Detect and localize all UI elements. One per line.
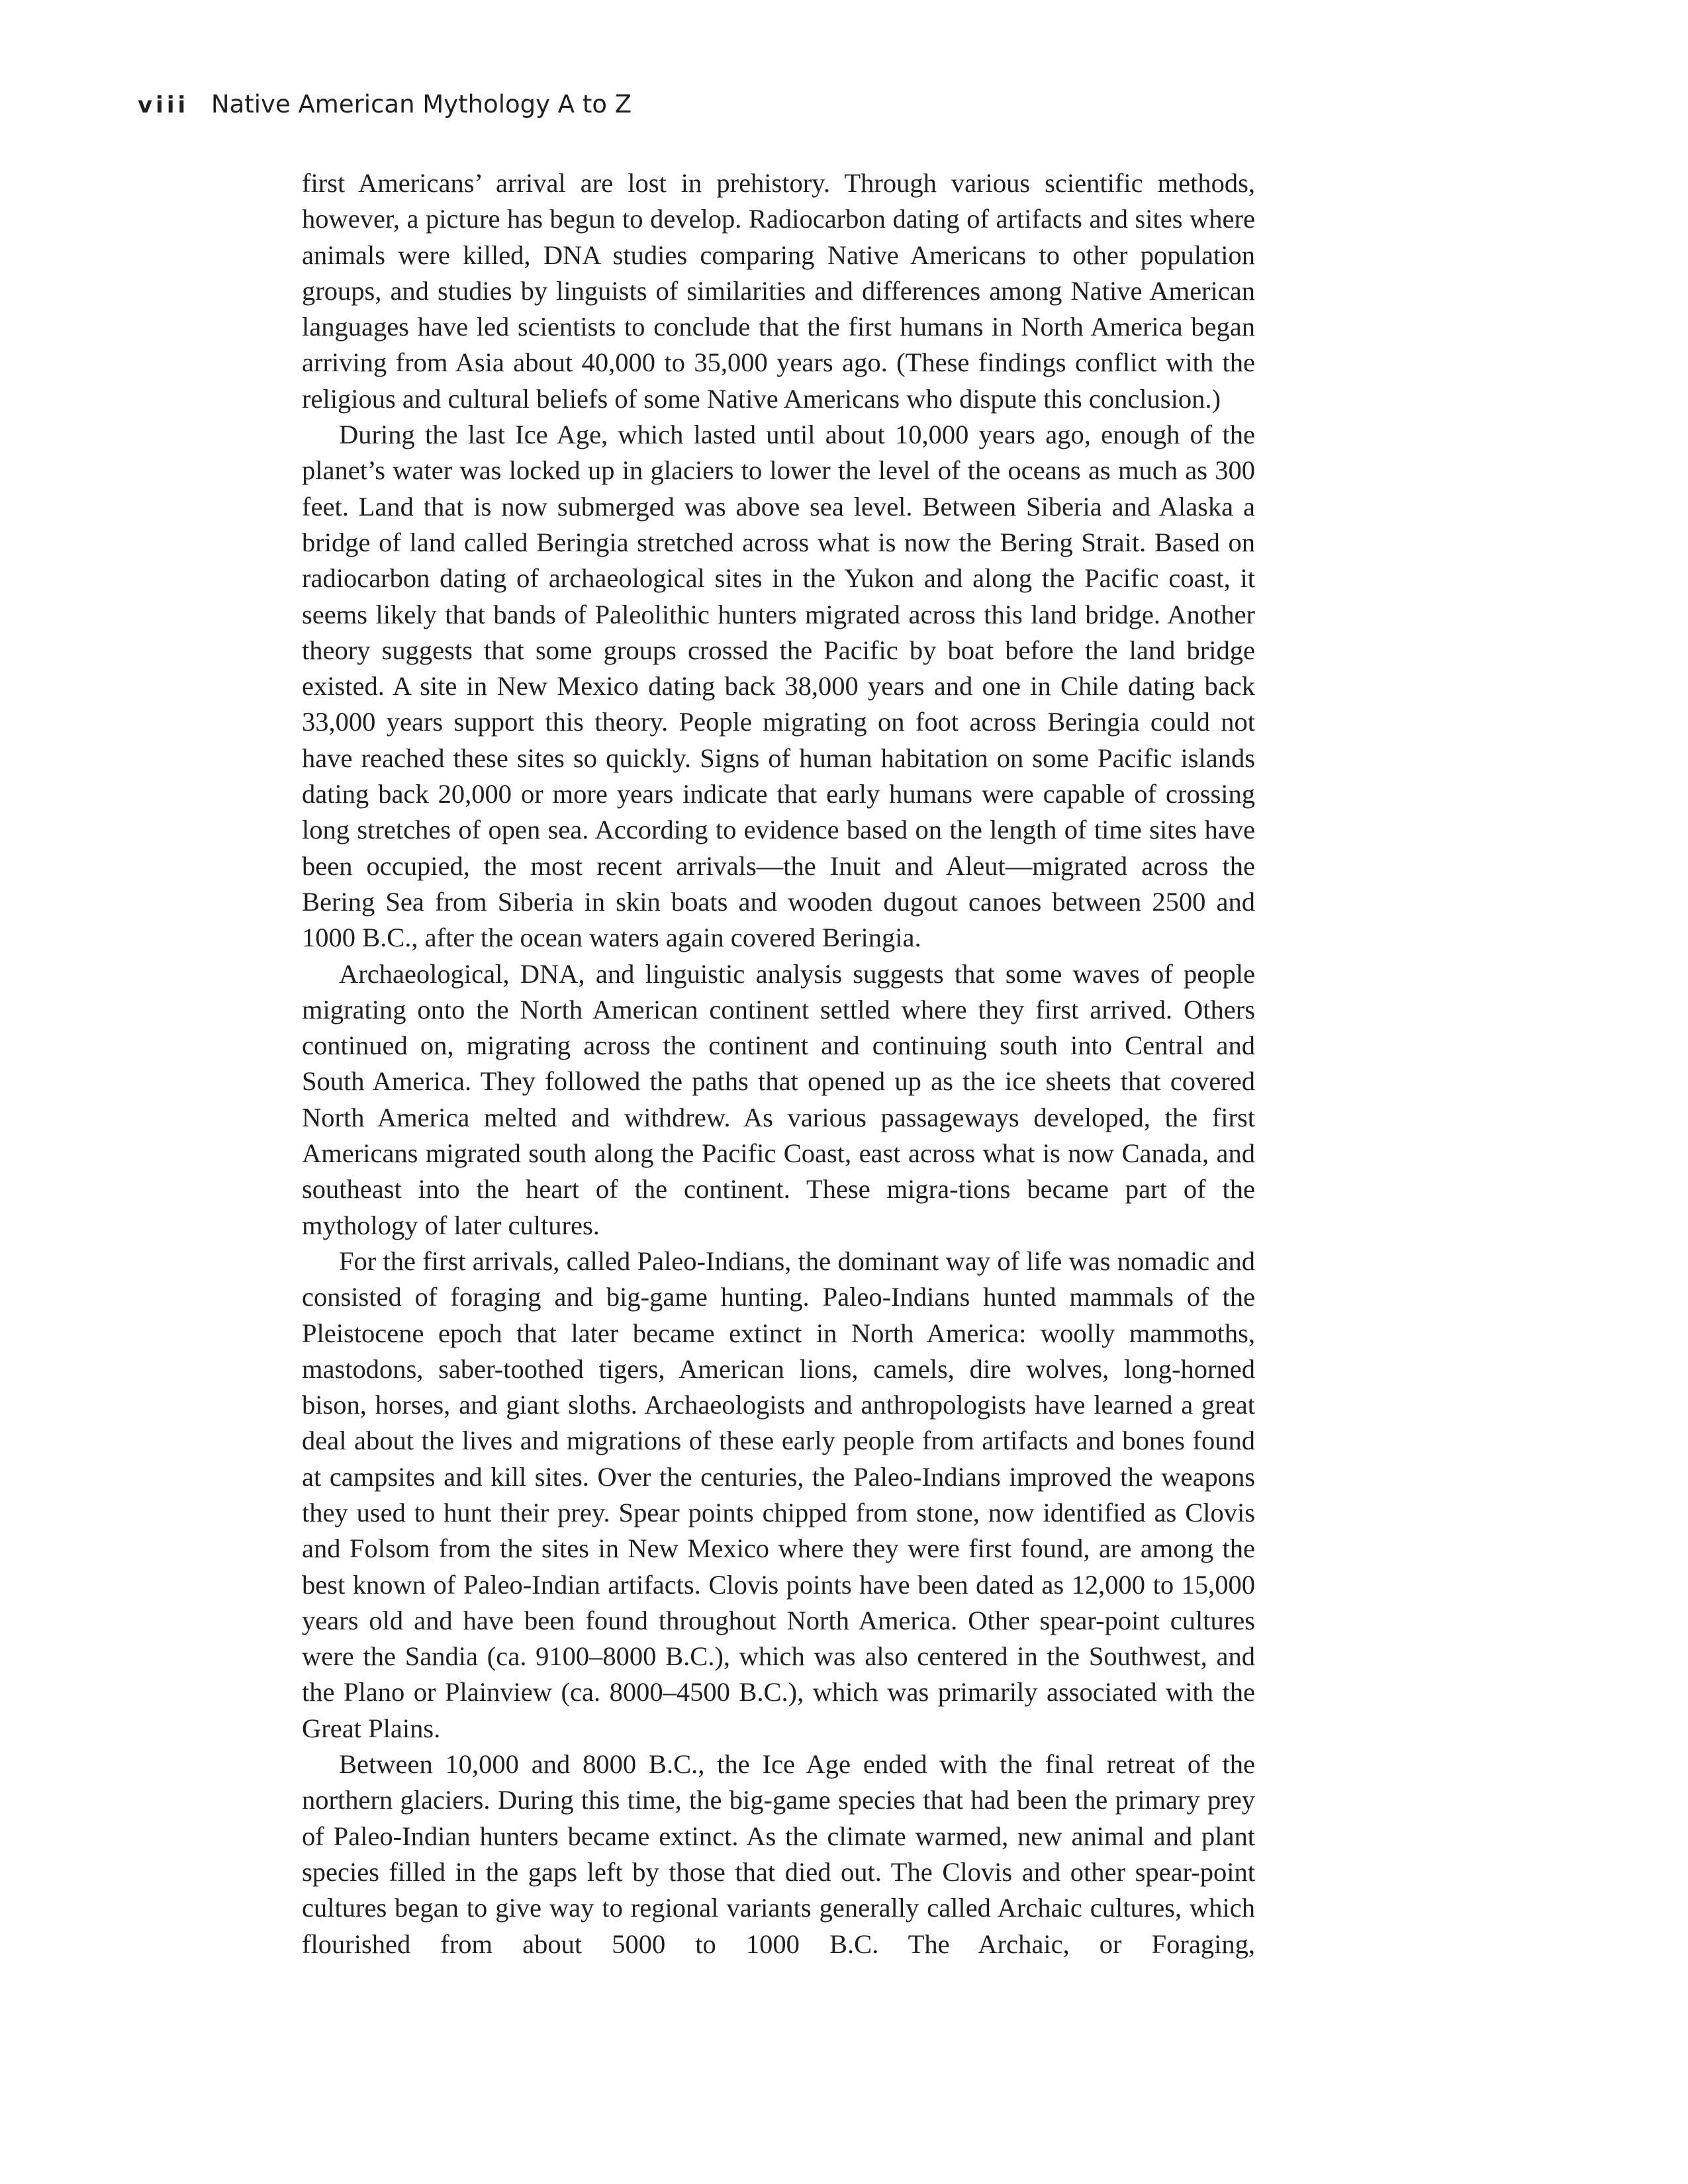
paragraph: During the last Ice Age, which lasted until about 10,000 years ago, enough of the planet’s water was locked up in glaciers to lower the level of the oceans as much as 300 feet. Land that is now submerged was above sea level. Between Siberia and Alaska a bridge of land called Beringia stretched across what is now the Bering Strait. Based on radiocarbon dating of archaeological sites in the Yukon and along the Pacific coast, it seems likely that bands of Paleolithic hunters migrated across this land bridge. Another theory suggests that some groups crossed the Pacific by boat before the land bridge existed. A site in New Mexico dating back 38,000 years and one in Chile dating back 33,000 years support this theory. People migrating on foot across Beringia could not have reached these sites so quickly. Signs of human habitation on some Pacific islands dating back 20,000 or more years indicate that early humans were capable of crossing long stretches of open sea. According to evidence based on the length of time sites have been occupied, the most recent arrivals—the Inuit and Aleut—migrated across the Bering Sea from Siberia in skin boats and wooden dugout canoes between 2500 and 1000 B.C., after the ocean waters again covered Beringia. — [302, 420, 1255, 953]
body-text — [302, 165, 1255, 1962]
paragraph: first Americans’ arrival are lost in prehistory. Through various scientific methods, however, a picture has begun to develop. Radiocarbon dating of artifacts and sites where animals were killed, DNA studies comparing Native Americans to other population groups, and studies by linguists of similarities and differences among Native American languages have led scientists to conclude that the first humans in North America began arriving from Asia about 40,000 to 35,000 years ago. (These findings conflict with the religious and cultural beliefs of some Native Americans who dispute this conclusion.) — [302, 168, 1255, 414]
book-title: Native American Mythology A to Z — [211, 90, 632, 118]
running-head — [138, 85, 632, 125]
paragraph: For the first arrivals, called Paleo-Indians, the dominant way of life was nomadic and consisted of foraging and big-game hunting. Paleo-Indians hunted mammals of the Pleistocene epoch that later became extinct in North America: woolly mammoths, mastodons, saber-toothed tigers, American lions, camels, dire wolves, long-horned bison, horses, and giant sloths. Archaeologists and anthropologists have learned a great deal about the lives and migrations of these early people from artifacts and bones found at campsites and kill sites. Over the centuries, the Paleo-Indians improved the weapons they used to hunt their prey. Spear points chipped from stone, now identified as Clovis and Folsom from the sites in New Mexico where they were first found, are among the best known of Paleo-Indian artifacts. Clovis points have been dated as 12,000 to 15,000 years old and have been found throughout North America. Other spear-point cultures were the Sandia (ca. 9100–8000 B.C.), which was also centered in the Southwest, and the Plano or Plainview (ca. 8000–4500 B.C.), which was primarily associated with the Great Plains. — [302, 1246, 1255, 1743]
paragraph: Archaeological, DNA, and linguistic analysis suggests that some waves of people migrating onto the North American continent settled where they first arrived. Others continued on, migrating across the continent and continuing south into Central and South America. They followed the paths that opened up as the ice sheets that covered North America melted and withdrew. As various passageways developed, the first Americans migrated south along the Pacific Coast, east across what is now Canada, and southeast into the heart of the continent. These migra-tions became part of the mythology of later cultures. — [302, 958, 1255, 1240]
page-number: viii — [138, 92, 189, 118]
paragraph: Between 10,000 and 8000 B.C., the Ice Age ended with the final retreat of the northern glaciers. During this time, the big-game species that had been the primary prey of Paleo-Indian hunters became extinct. As the climate warmed, new animal and plant species filled in the gaps left by those that died out. The Clovis and other spear-point cultures began to give way to regional variants generally called Archaic cultures, which flourished from about 5000 to 1000 B.C. The Archaic, or Foraging, — [302, 1749, 1255, 1959]
